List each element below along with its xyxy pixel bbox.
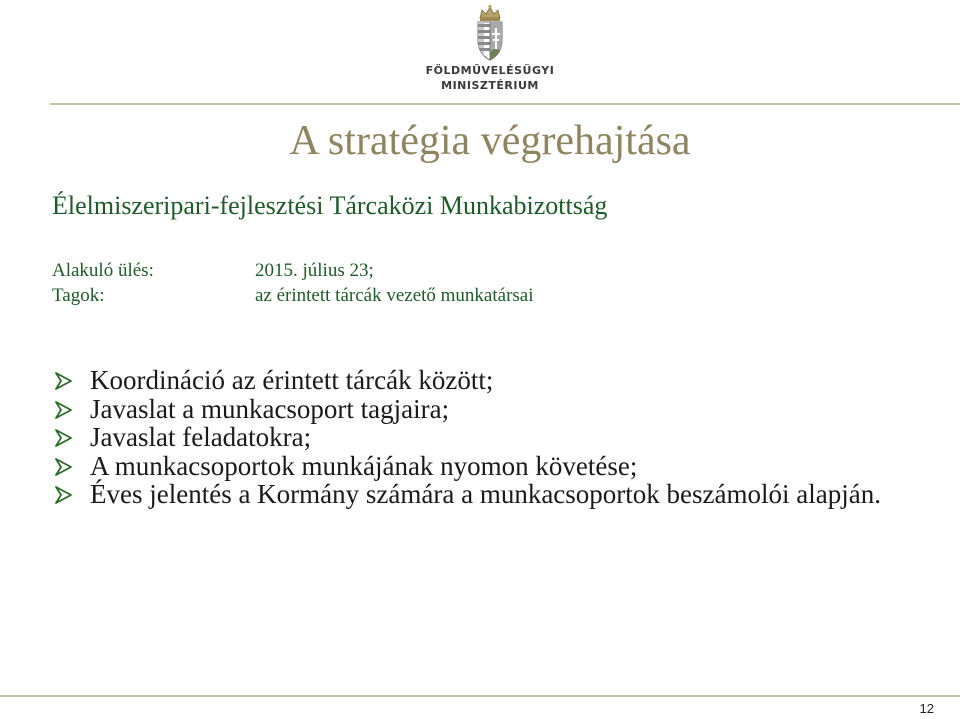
header-divider (50, 103, 960, 105)
coat-of-arms-icon (470, 4, 510, 62)
bullet-text: Javaslat a munkacsoport tagjaira; (90, 393, 450, 424)
slide-subtitle: Élelmiszeripari-fejlesztési Tárcaközi Munkabizottság (52, 191, 608, 220)
footer-divider (0, 695, 960, 697)
info-label: Alakuló ülés: (52, 260, 154, 281)
bullet-text: Javaslat feladatokra; (90, 422, 312, 452)
slide-title: A stratégia végrehajtása (289, 118, 691, 164)
bullet-list (52, 366, 932, 509)
bullet-item (52, 480, 932, 509)
bullet-item (52, 366, 932, 395)
arrowhead-bullet-icon (54, 458, 72, 476)
arrowhead-bullet-icon (54, 429, 72, 447)
arrowhead-bullet-icon (54, 372, 72, 390)
arrowhead-bullet-icon (54, 401, 72, 419)
bullet-item (52, 423, 932, 452)
info-value: 2015. július 23; (255, 260, 374, 281)
page-number: 12 (919, 701, 934, 716)
logo-text-line1: FÖLDMŰVELÉSÜGYI (425, 64, 555, 77)
bullet-text: A munkacsoportok munkájának nyomon követése; (90, 450, 638, 481)
info-value: az érintett tárcák vezető munkatársai (255, 285, 534, 306)
bullet-text: Koordináció az érintett tárcák között; (90, 365, 494, 395)
logo-text-line2: MINISZTÉRIUM (441, 79, 539, 92)
bullet-item (52, 452, 932, 481)
bullet-text: Éves jelentés a Kormány számára a munkacsoportok beszámolói alapján. (90, 479, 881, 509)
info-label: Tagok: (52, 285, 105, 306)
arrowhead-bullet-icon (54, 486, 72, 504)
ministry-logo (420, 4, 560, 96)
bullet-item (52, 395, 932, 424)
